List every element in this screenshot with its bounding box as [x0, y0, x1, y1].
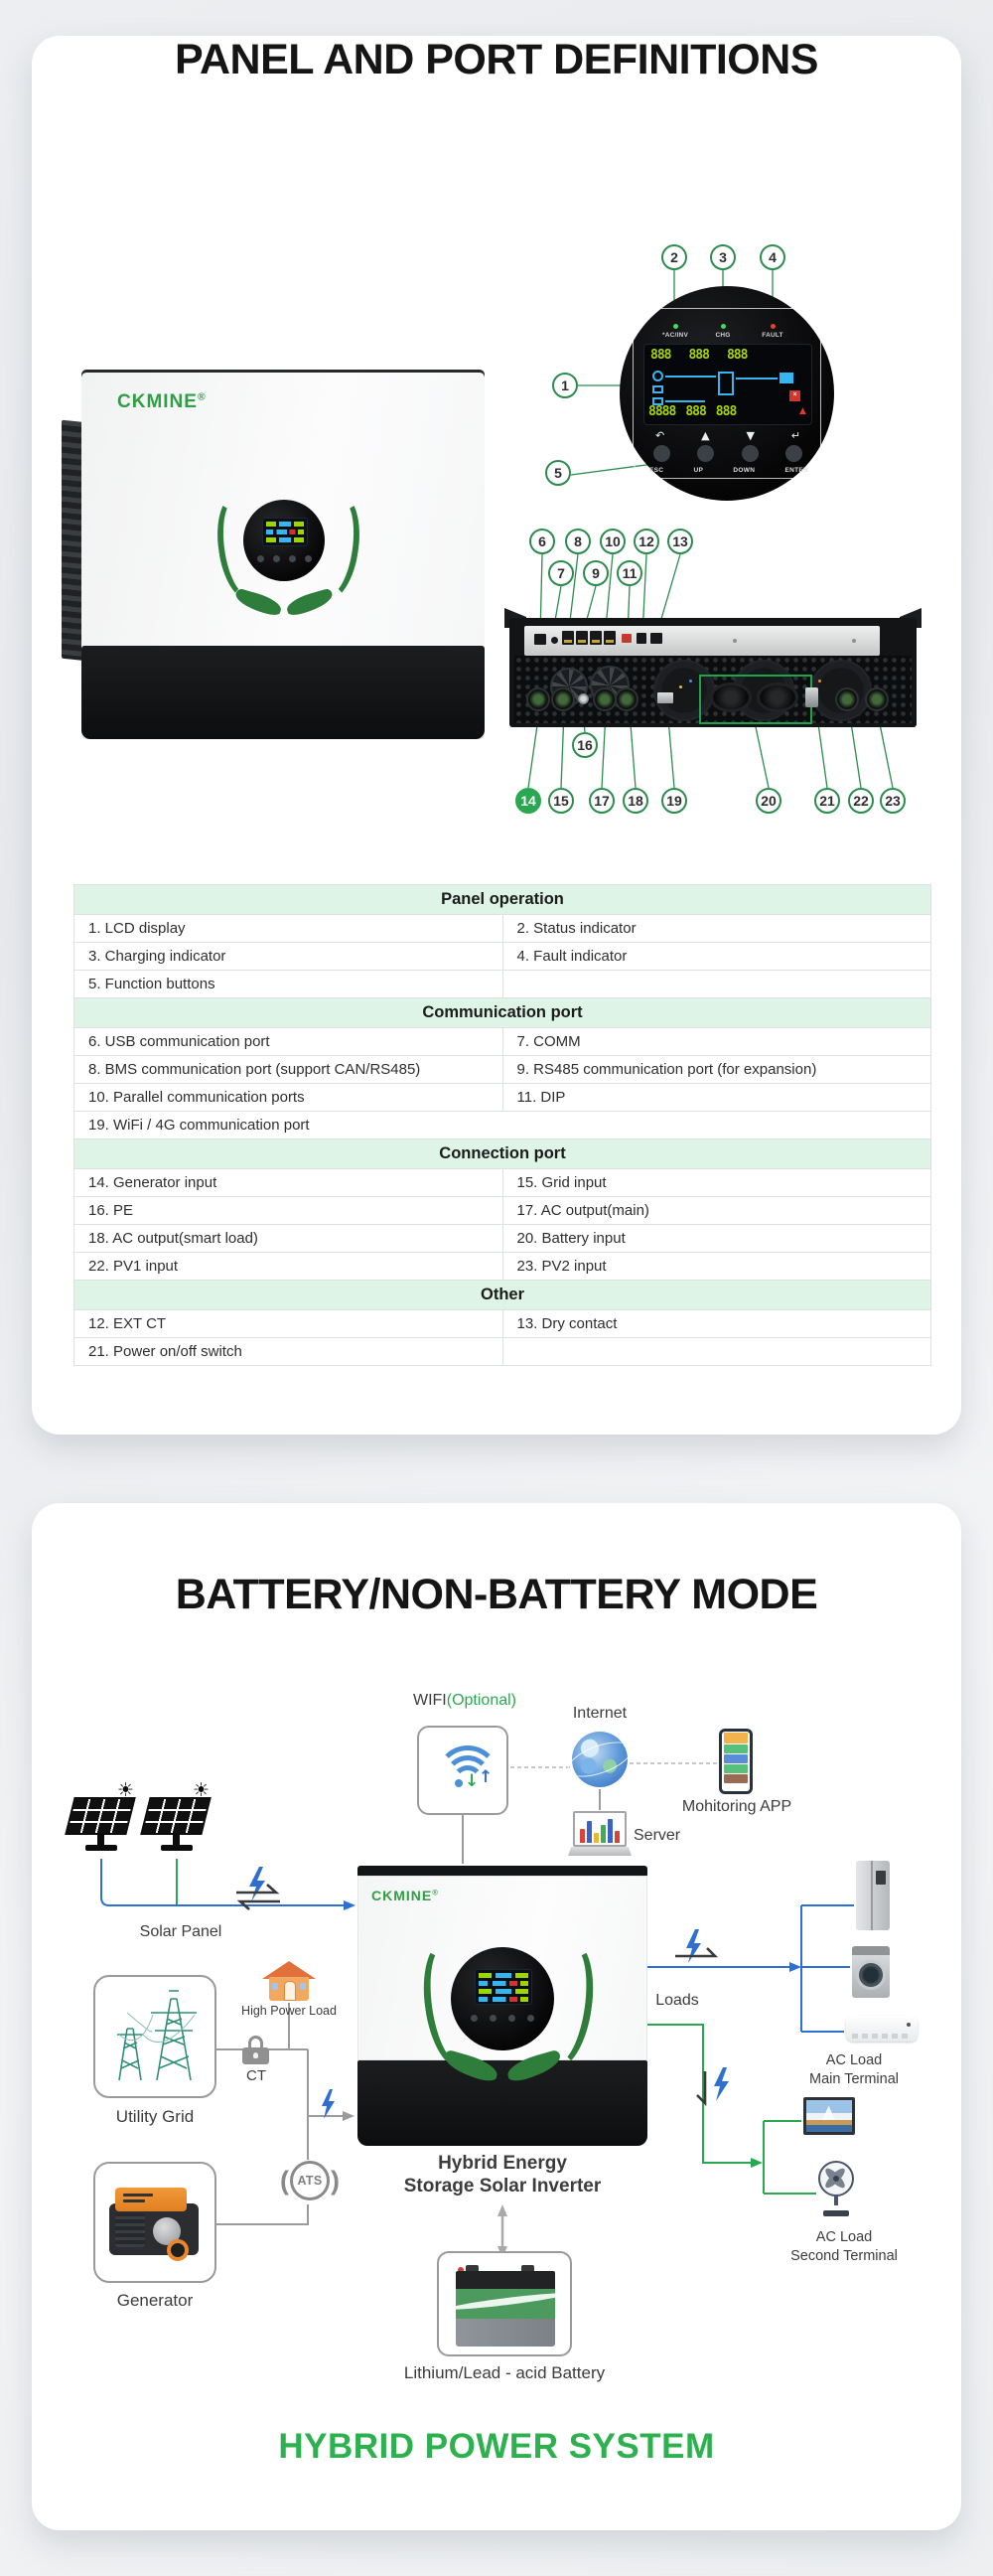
lcd-digits: 888 — [726, 348, 748, 363]
ac-output-smart-connector — [615, 687, 638, 711]
ac-output-main-connector — [593, 687, 617, 711]
led-label-fault: FAULT — [762, 332, 783, 339]
table-row — [74, 943, 931, 971]
ext-ct-port — [637, 633, 646, 644]
battery-icon — [456, 2265, 555, 2347]
ats-icon — [280, 2161, 340, 2200]
lcd-battery-icon — [652, 385, 663, 393]
battery-label: Lithium/Lead - acid Battery — [403, 2363, 606, 2382]
brand-logo — [371, 1888, 439, 1903]
callout-15: 15 — [548, 788, 574, 814]
callout-11: 11 — [617, 560, 642, 586]
table-row — [74, 1197, 931, 1225]
section-header-connection-port: Connection port — [74, 1139, 931, 1169]
ats-circle: ATS — [290, 2161, 330, 2200]
internet-label: Internet — [572, 1705, 628, 1722]
wifi-icon — [433, 1740, 495, 1801]
dry-contact-port — [650, 633, 662, 644]
inverter-mini-lcd — [475, 1969, 532, 2005]
generator-input-connector — [526, 687, 550, 711]
indicator-dot — [679, 685, 682, 688]
esc-label: ESC — [649, 467, 664, 474]
pv1-input-connector — [835, 687, 859, 711]
led-label-chg: CHG — [715, 332, 731, 339]
monitoring-phone-icon — [719, 1729, 753, 1794]
inverter-label — [363, 2152, 641, 2197]
table-cell: 13. Dry contact — [502, 1310, 931, 1338]
lcd-display — [643, 344, 812, 425]
wifi-label — [385, 1692, 544, 1710]
callout-13: 13 — [667, 529, 693, 554]
front-mini-lcd — [262, 518, 308, 546]
lcd-row — [266, 522, 304, 527]
table-cell: 17. AC output(main) — [502, 1197, 931, 1225]
callout-3: 3 — [710, 244, 736, 270]
charging-led — [721, 324, 726, 329]
down-label: DOWN — [733, 467, 756, 474]
led-label-acinv: *AC/INV — [662, 332, 688, 339]
enter-label: ENTER — [784, 467, 808, 474]
grid-input-connector — [551, 687, 575, 711]
server-laptop-icon — [568, 1811, 632, 1857]
screw — [733, 639, 737, 643]
lcd-house-icon — [780, 373, 793, 383]
callout-6: 6 — [529, 529, 555, 554]
callout-2: 2 — [661, 244, 687, 270]
wifi-4g-port — [657, 692, 673, 703]
control-panel-image — [620, 286, 834, 501]
ct-label: CT — [246, 2067, 266, 2084]
callout-8: 8 — [565, 529, 591, 554]
table-header-row — [74, 1281, 931, 1310]
server-label: Server — [634, 1827, 681, 1844]
table-cell: 1. LCD display — [74, 915, 503, 943]
table-cell-full: 19. WiFi / 4G communication port — [74, 1112, 931, 1139]
ac-load-second-label — [765, 2228, 923, 2266]
status-led — [673, 324, 678, 329]
fan-icon — [818, 2161, 854, 2218]
table-cell: 3. Charging indicator — [74, 943, 503, 971]
rear-panel-image — [504, 616, 922, 730]
brand-text: CKMINE — [371, 1888, 433, 1903]
front-button — [257, 555, 264, 562]
ac-load-second-line1: AC Load — [815, 2229, 873, 2245]
battery-box — [437, 2251, 572, 2356]
high-power-load-icon — [262, 1961, 316, 2003]
table-cell: 8. BMS communication port (support CAN/RS485) — [74, 1056, 503, 1084]
utility-grid-label: Utility Grid — [115, 2107, 195, 2126]
power-switch — [805, 687, 818, 707]
table-row — [74, 1225, 931, 1253]
table-cell: 14. Generator input — [74, 1169, 503, 1197]
lcd-line — [665, 376, 716, 378]
indicator-dot — [689, 680, 692, 682]
generator-box — [93, 2162, 216, 2283]
inverter-bottom-band — [81, 646, 485, 739]
battery-terminal-positive — [710, 682, 752, 712]
hybrid-inverter-image — [357, 1866, 647, 2146]
table-cell: 10. Parallel communication ports — [74, 1084, 503, 1112]
table-cell: 12. EXT CT — [74, 1310, 503, 1338]
table-cell: 9. RS485 communication port (for expansion) — [502, 1056, 931, 1084]
table-row — [74, 1338, 931, 1366]
table-cell — [502, 971, 931, 998]
table-cell: 2. Status indicator — [502, 915, 931, 943]
up-icon: ▲ — [701, 429, 710, 442]
table-row — [74, 1056, 931, 1084]
enter-icon: ↵ — [790, 429, 800, 442]
lcd-line — [736, 378, 778, 379]
card2-title: BATTERY/NON-BATTERY MODE — [175, 1571, 818, 1618]
enter-button — [785, 445, 802, 462]
wifi-up-arrow-icon: ↑ — [479, 1767, 494, 1787]
parallel-port-1 — [590, 631, 602, 645]
callout-4: 4 — [760, 244, 785, 270]
table-cell: 16. PE — [74, 1197, 503, 1225]
up-label: UP — [693, 467, 704, 474]
table-cell: 23. PV2 input — [502, 1253, 931, 1281]
comm-port-strip — [524, 626, 880, 656]
usb-port — [534, 634, 546, 645]
utility-grid-box — [93, 1975, 216, 2098]
power-tower-icon — [95, 1977, 214, 2094]
rs485-port — [576, 631, 588, 645]
callout-19: 19 — [661, 788, 687, 814]
port-definitions-table — [73, 884, 931, 1366]
lcd-warning-icon: ▲ — [799, 406, 806, 416]
callout-22: 22 — [848, 788, 874, 814]
section-header-communication-port: Communication port — [74, 998, 931, 1028]
lcd-digits: 888 — [715, 404, 737, 419]
table-cell: 15. Grid input — [502, 1169, 931, 1197]
brand-logo — [117, 391, 207, 413]
table-header-row — [74, 998, 931, 1028]
inverter-display-circle — [451, 1947, 554, 2050]
air-conditioner-icon — [846, 2016, 918, 2042]
lcd-digits: 888 — [650, 348, 671, 363]
callout-21: 21 — [814, 788, 840, 814]
callout-12: 12 — [634, 529, 659, 554]
ats-paren-right: ) — [331, 2165, 340, 2196]
inverter-front-image — [62, 364, 489, 746]
wifi-down-arrow-icon: ↓ — [465, 1771, 480, 1791]
callout-20: 20 — [756, 788, 781, 814]
generator-label: Generator — [116, 2291, 194, 2310]
esc-button — [653, 445, 670, 462]
fridge-icon — [856, 1861, 890, 1930]
solar-panel-icon — [145, 1779, 214, 1859]
sun-icon: ☀ — [117, 1779, 135, 1801]
lcd-line — [665, 400, 705, 402]
battery-mode-card — [32, 1503, 961, 2530]
lcd-sun-icon — [652, 371, 663, 381]
comm-port — [551, 637, 558, 644]
ac-load-main-line2: Main Terminal — [809, 2071, 899, 2087]
table-row — [74, 1310, 931, 1338]
callout-16: 16 — [572, 732, 598, 758]
brand-reg-mark: ® — [432, 1888, 439, 1897]
table-cell: 6. USB communication port — [74, 1028, 503, 1056]
front-button — [289, 555, 296, 562]
callout-9: 9 — [583, 560, 609, 586]
fault-led — [771, 324, 776, 329]
table-cell: 22. PV1 input — [74, 1253, 503, 1281]
front-display-circle — [243, 500, 325, 581]
table-cell: 11. DIP — [502, 1084, 931, 1112]
table-row — [74, 1112, 931, 1139]
lcd-digits: 8888 — [648, 404, 676, 419]
table-cell — [502, 1338, 931, 1366]
esc-icon: ↶ — [655, 429, 665, 442]
loads-label: Loads — [655, 1992, 699, 2009]
lcd-inverter-icon — [718, 372, 734, 395]
table-cell: 21. Power on/off switch — [74, 1338, 503, 1366]
ac-load-main-label — [784, 2051, 923, 2089]
ac-load-second-line2: Second Terminal — [790, 2248, 898, 2264]
ac-load-main-line1: AC Load — [825, 2052, 883, 2068]
internet-globe-icon — [572, 1732, 628, 1787]
brand-reg-mark: ® — [197, 391, 207, 403]
screw — [852, 639, 856, 643]
table-row — [74, 915, 931, 943]
pv2-input-connector — [865, 687, 889, 711]
ats-paren-left: ( — [280, 2165, 289, 2196]
parallel-port-2 — [604, 631, 616, 645]
washing-machine-icon — [852, 1946, 890, 1998]
callout-1: 1 — [552, 373, 578, 398]
table-row — [74, 1028, 931, 1056]
lcd-fault-icon: × — [789, 390, 800, 401]
callout-14: 14 — [515, 788, 541, 814]
table-row — [74, 1169, 931, 1197]
callout-18: 18 — [623, 788, 648, 814]
generator-icon — [107, 2180, 207, 2267]
monitoring-app-label: Mohitoring APP — [681, 1798, 792, 1815]
solar-panel-icon — [70, 1779, 139, 1859]
section-header-panel-operation: Panel operation — [74, 885, 931, 915]
wifi-module-box — [417, 1726, 508, 1815]
callout-7: 7 — [548, 560, 574, 586]
front-button — [305, 555, 312, 562]
inverter-label-line1: Hybrid Energy — [438, 2153, 567, 2174]
table-cell: 5. Function buttons — [74, 971, 503, 998]
solar-panel-label: Solar Panel — [139, 1923, 222, 1940]
table-row — [74, 1253, 931, 1281]
pe-terminal — [578, 693, 589, 704]
table-cell: 7. COMM — [502, 1028, 931, 1056]
down-icon: ▼ — [746, 429, 755, 442]
callout-10: 10 — [600, 529, 626, 554]
wifi-optional-text: (Optional) — [446, 1692, 516, 1709]
brand-text: CKMINE — [117, 391, 198, 412]
bms-port — [562, 631, 574, 645]
front-button — [273, 555, 280, 562]
callout-5: 5 — [545, 460, 571, 486]
card1-title: PANEL AND PORT DEFINITIONS — [175, 36, 818, 83]
table-cell: 20. Battery input — [502, 1225, 931, 1253]
dip-switch — [622, 634, 632, 643]
table-header-row — [74, 885, 931, 915]
inverter-label-line2: Storage Solar Inverter — [403, 2176, 602, 2197]
tv-icon — [803, 2097, 855, 2135]
wifi-text: WIFI — [412, 1692, 447, 1709]
hybrid-power-system-title: HYBRID POWER SYSTEM — [278, 2427, 715, 2466]
panel-port-definitions-card — [32, 36, 961, 1435]
down-button — [742, 445, 759, 462]
callout-17: 17 — [589, 788, 615, 814]
lcd-row — [266, 530, 304, 534]
up-button — [697, 445, 714, 462]
sun-icon: ☀ — [193, 1779, 211, 1801]
section-header-other: Other — [74, 1281, 931, 1310]
table-row — [74, 971, 931, 998]
indicator-dot — [818, 680, 821, 682]
table-cell: 18. AC output(smart load) — [74, 1225, 503, 1253]
table-row — [74, 1084, 931, 1112]
lcd-digits: 888 — [688, 348, 709, 363]
battery-terminal-negative — [757, 682, 798, 712]
high-power-load-label: High Power Load — [241, 2004, 337, 2018]
table-cell: 4. Fault indicator — [502, 943, 931, 971]
table-header-row — [74, 1139, 931, 1169]
callout-23: 23 — [880, 788, 906, 814]
lcd-row — [266, 537, 304, 542]
lcd-digits: 888 — [685, 404, 706, 419]
inverter-bottom-band — [357, 2060, 647, 2146]
ct-lock-icon — [241, 2036, 271, 2065]
